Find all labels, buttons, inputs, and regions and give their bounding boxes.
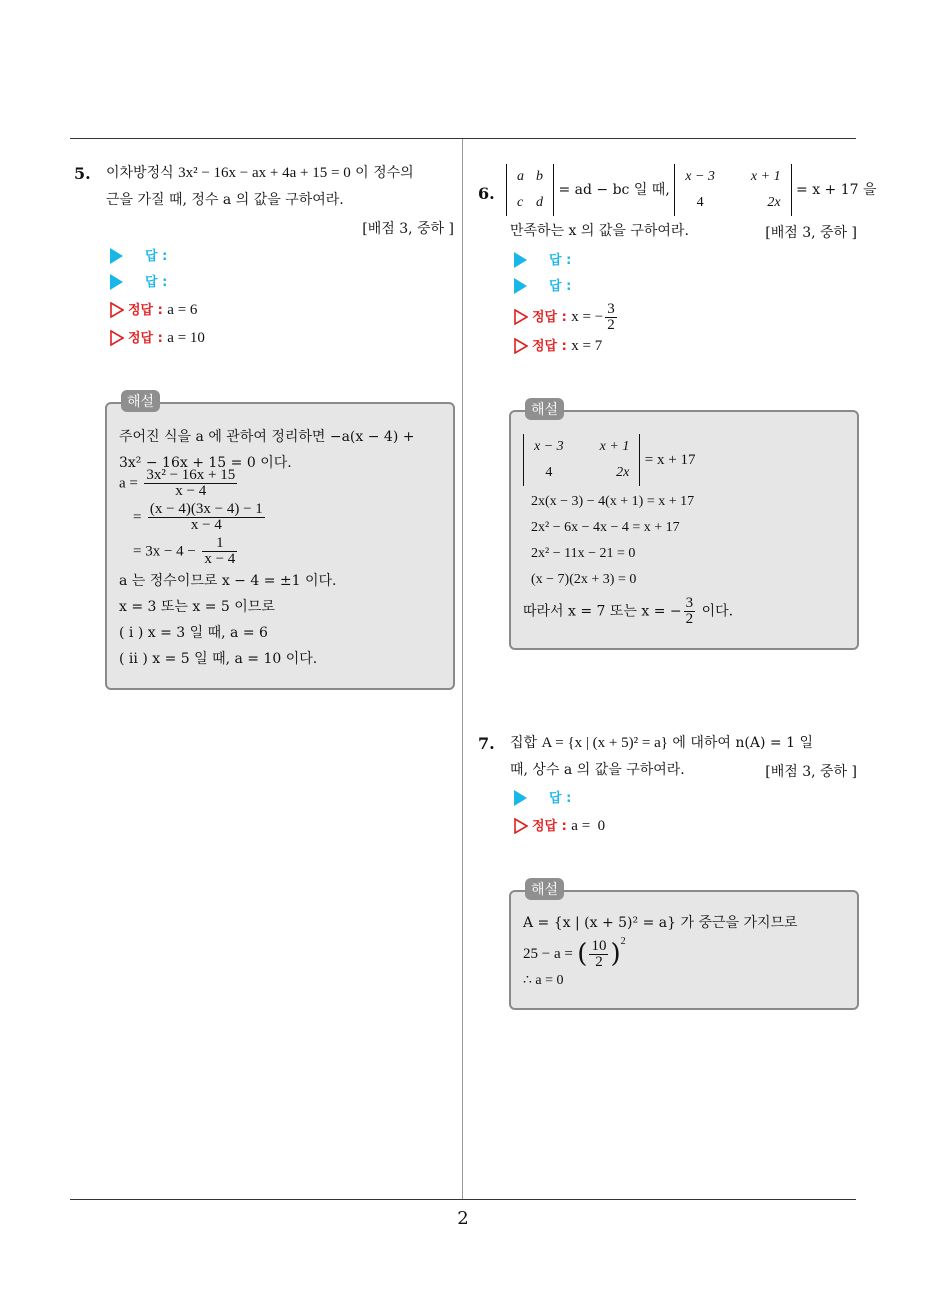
q7-number: 7. bbox=[478, 734, 495, 753]
q5-sol-line8: ( i ) x = 3 일 때, a = 6 bbox=[119, 625, 268, 641]
q6-number: 6. bbox=[478, 184, 495, 203]
q6-mid2: = x + 17 을 bbox=[796, 182, 877, 198]
q6-line2: 만족하는 x 의 값을 구하여라. bbox=[510, 223, 689, 239]
q7-sol-line3: ∴ a = 0 bbox=[523, 973, 564, 988]
q5-sol-line4: = $\frac{(x - 4)(3x - 4) - 1}{x - 4}$ bbox=[133, 501, 263, 533]
q5-line1-pre: 이차방정식 bbox=[106, 165, 174, 181]
q5-sol-line6: a 는 정수이므로 x − 4 = ±1 이다. bbox=[119, 573, 337, 589]
q6-solution-box bbox=[509, 402, 859, 650]
q5-sol-line5: = 3x − 4 − $\frac{1}{x - 4}$ bbox=[133, 535, 236, 567]
q5-sol-line3: a = $\frac{\text{3x² − 16x + 15}}{x - 4}$ bbox=[119, 467, 236, 499]
q5-line2: 근을 가질 때, 정수 a 의 값을 구하여라. bbox=[106, 192, 344, 208]
q5-answer-2[interactable]: 답 : bbox=[110, 270, 167, 294]
play-icon bbox=[514, 252, 527, 268]
q5-correct-2: 정답 : a = 10 bbox=[110, 326, 205, 350]
q5-correct-value-2: a = 10 bbox=[167, 330, 205, 346]
q5-sol-line9: ( ii ) x = 5 일 때, a = 10 이다. bbox=[119, 651, 318, 667]
q5-score: [배점 3, 중하 ] bbox=[362, 221, 454, 237]
q7-line2: 때, 상수 a 의 값을 구하여라. bbox=[510, 762, 685, 778]
q7-set: A = {x | (x + 5)² = a} bbox=[541, 735, 668, 751]
q5-answer-1[interactable]: 답 : bbox=[110, 244, 167, 268]
q6-sol-line2: 2x(x − 3) − 4(x + 1) = x + 17 bbox=[531, 494, 695, 509]
q7-sol-line1: A = {x | (x + 5)² = a} 가 중근을 가지므로 bbox=[523, 915, 798, 931]
q5-solution-box bbox=[105, 394, 455, 690]
q6-sol-line1: x − 3 x + 1 4 2x = x + 17 bbox=[523, 434, 695, 486]
bottom-rule bbox=[70, 1199, 856, 1200]
q6-determinant-1: a b c d bbox=[506, 164, 554, 216]
q5-line1-post: 이 정수의 bbox=[355, 165, 414, 181]
q5-equation: 3x² − 16x − ax + 4a + 15 = 0 bbox=[178, 165, 351, 181]
q6-sol-line4: 2x² − 11x − 21 = 0 bbox=[531, 546, 636, 561]
column-divider bbox=[462, 139, 463, 1199]
q6-line1 bbox=[506, 164, 877, 216]
play-icon bbox=[110, 248, 123, 264]
q5-correct-1: 정답 : a = 6 bbox=[110, 298, 197, 322]
page-number: 2 bbox=[457, 1208, 469, 1229]
top-rule bbox=[70, 138, 856, 139]
q6-determinant-2: x − 3 x + 1 4 2x bbox=[674, 164, 791, 216]
q7-answer-1[interactable]: 답 : bbox=[514, 786, 571, 810]
q7-sol-line2: 25 − a = ( $\frac{10}{2}$ )$^2$ bbox=[523, 936, 626, 970]
q5-sol-line7: x = 3 또는 x = 5 이므로 bbox=[119, 599, 275, 615]
triangle-outline-icon bbox=[514, 309, 528, 325]
q7-score: [배점 3, 중하 ] bbox=[765, 764, 857, 780]
triangle-outline-icon bbox=[514, 818, 528, 834]
q7-text: 집합 A = {x | (x + 5)² = a} 에 대하여 n(A) = 1 일 때, 상수 a 의 값을 구하여라. bbox=[510, 730, 860, 784]
q6-sol-line5: (x − 7)(2x + 3) = 0 bbox=[531, 572, 637, 587]
q6-mid1: = ad − bc 일 때, bbox=[558, 182, 670, 198]
solution-tag: 해설 bbox=[525, 878, 564, 900]
play-icon bbox=[514, 278, 527, 294]
triangle-outline-icon bbox=[514, 338, 528, 354]
play-icon bbox=[514, 790, 527, 806]
q6-answer-2[interactable]: 답 : bbox=[514, 274, 571, 298]
q5-number: 5. bbox=[74, 164, 91, 183]
q5-text bbox=[106, 160, 456, 214]
q5-sol-line1: 주어진 식을 a 에 관하여 정리하면 −a(x − 4) + bbox=[119, 429, 415, 445]
q7-correct-1: 정답 : a = 0 bbox=[514, 814, 605, 838]
q5-correct-value-1: a = 6 bbox=[167, 302, 198, 318]
q5-sol-line2: 3x² − 16x + 15 = 0 이다. bbox=[119, 455, 292, 471]
q6-score: [배점 3, 중하 ] bbox=[765, 225, 857, 241]
solution-tag: 해설 bbox=[121, 390, 160, 412]
solution-tag: 해설 bbox=[525, 398, 564, 420]
q6-correct-1: 정답 : x = − $\frac{3}{2}$ bbox=[514, 300, 619, 334]
q6-correct-value-2: x = 7 bbox=[571, 338, 603, 354]
q6-sol-line3: 2x² − 6x − 4x − 4 = x + 17 bbox=[531, 520, 680, 535]
q6-sol-line6: 따라서 x = 7 또는 x = − $\frac{3}{2}$ 이다. bbox=[523, 595, 734, 627]
triangle-outline-icon bbox=[110, 302, 124, 318]
play-icon bbox=[110, 274, 123, 290]
q7-solution-box bbox=[509, 882, 859, 1010]
q6-correct-2: 정답 : x = 7 bbox=[514, 334, 602, 358]
q7-correct-value-1: a = 0 bbox=[571, 818, 606, 834]
triangle-outline-icon bbox=[110, 330, 124, 346]
q6-answer-1[interactable]: 답 : bbox=[514, 248, 571, 272]
